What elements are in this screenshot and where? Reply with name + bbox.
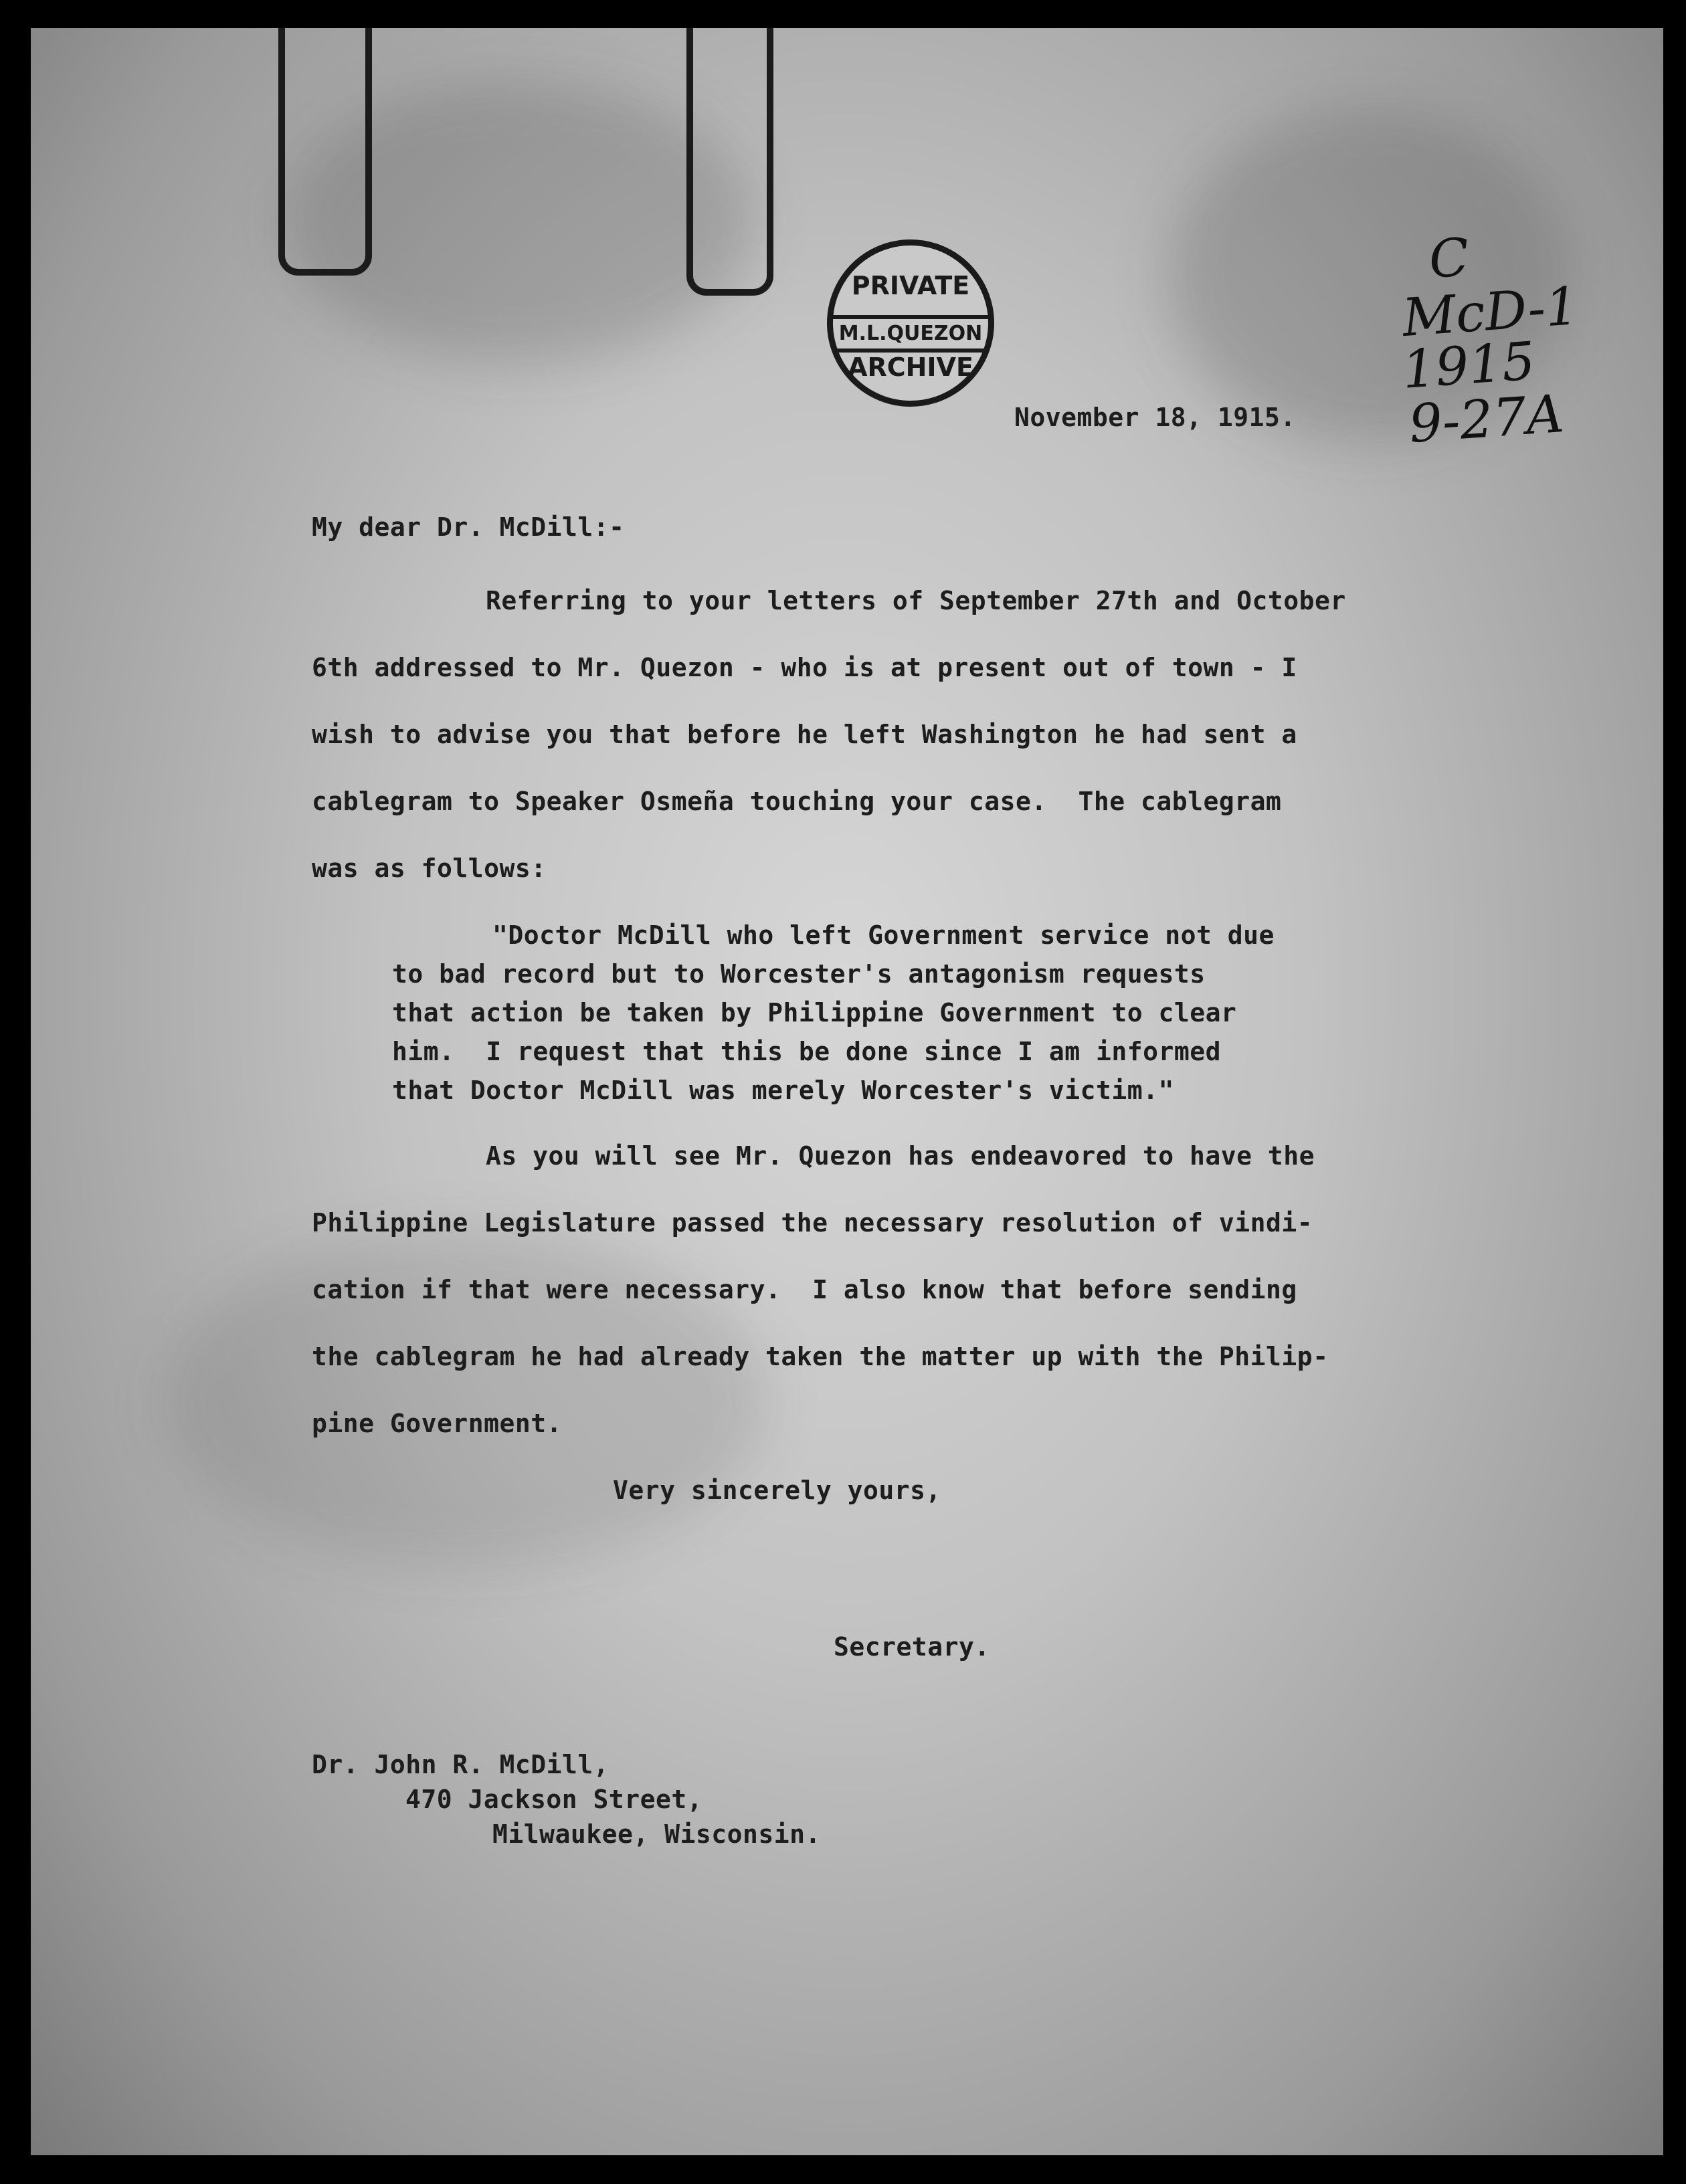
paragraph1-line: Referring to your letters of September 27th and October	[486, 586, 1346, 615]
quote-line: that action be taken by Philippine Government to clear	[392, 998, 1237, 1027]
paragraph2-line: Philippine Legislature passed the necessary resolution of vindi-	[312, 1208, 1313, 1237]
paragraph1-line: was as follows:	[312, 854, 547, 883]
stamp-bottom-text: ARCHIVE	[848, 353, 973, 382]
handwritten-annotation-line4: 9-27A	[1407, 384, 1566, 455]
paragraph1-line: wish to advise you that before he left Washington he had sent a	[312, 720, 1297, 749]
quote-line: him. I request that this be done since I am informed	[392, 1037, 1222, 1066]
paragraph1-line: 6th addressed to Mr. Quezon - who is at present out of town - I	[312, 653, 1297, 682]
paragraph1-line: cablegram to Speaker Osmeña touching your case. The cablegram	[312, 787, 1282, 816]
paragraph2-line: pine Government.	[312, 1409, 563, 1438]
letter-date: November 18, 1915.	[1014, 403, 1296, 432]
paragraph2-line: cation if that were necessary. I also know that before sending	[312, 1275, 1297, 1304]
paper-clip-mark	[686, 28, 773, 296]
handwritten-annotation-line2: McD-1	[1400, 276, 1581, 349]
handwritten-annotation-line1: C	[1426, 227, 1471, 290]
archive-stamp	[827, 239, 994, 407]
salutation: My dear Dr. McDill:-	[312, 512, 625, 542]
stamp-middle-text: M.L.QUEZON	[833, 315, 988, 353]
paper-clip-mark	[278, 28, 372, 276]
stamp-top-text: PRIVATE	[851, 271, 970, 300]
paragraph2-line: As you will see Mr. Quezon has endeavored to have the	[486, 1141, 1315, 1171]
quote-line: "Doctor McDill who left Government service not due	[492, 920, 1275, 950]
letter-paper	[31, 28, 1663, 2155]
address-line: Dr. John R. McDill,	[312, 1750, 610, 1779]
address-line: 470 Jackson Street,	[405, 1785, 703, 1814]
signature-title: Secretary.	[834, 1632, 990, 1662]
paragraph2-line: the cablegram he had already taken the matter up with the Philip-	[312, 1342, 1329, 1371]
handwritten-annotation-line3: 1915	[1400, 331, 1537, 401]
closing: Very sincerely yours,	[613, 1476, 941, 1505]
quote-line: to bad record but to Worcester's antagonism requests	[392, 959, 1206, 989]
address-line: Milwaukee, Wisconsin.	[492, 1819, 821, 1849]
quote-line: that Doctor McDill was merely Worcester's victim."	[392, 1076, 1174, 1105]
